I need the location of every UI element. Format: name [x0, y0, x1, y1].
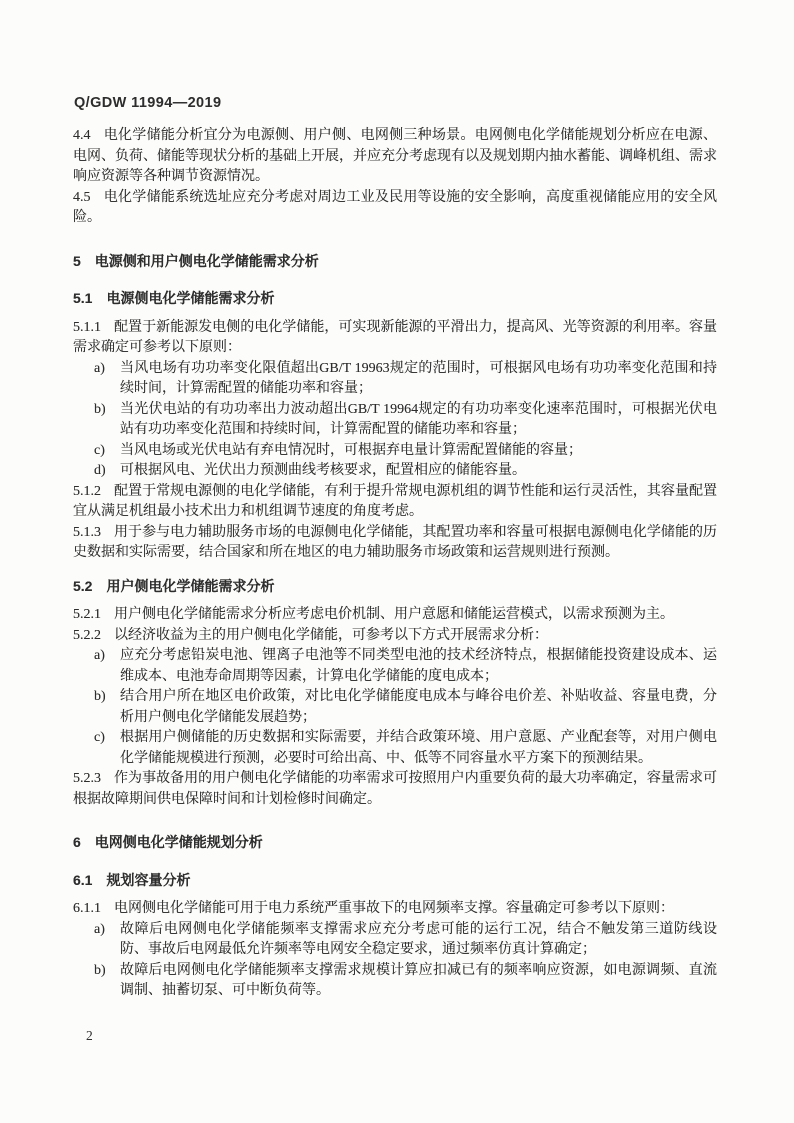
item-text: 可根据风电、光伏出力预测曲线考核要求，配置相应的储能容量。: [120, 463, 526, 478]
heading-text: 电源侧电化学储能需求分析: [106, 290, 275, 306]
clause: [73, 318, 717, 359]
clause: [73, 523, 717, 564]
item-text: 根据用户侧储能的历史数据和实际需要，并结合政策环境、用户意愿、产业配套等，对用户侧电化学储能规模进行预测，必要时可给出高、中、低等不同容量水平方案下的预测结果。: [120, 730, 717, 766]
chapter-heading: [73, 832, 717, 853]
clause-number: 4.4: [73, 128, 91, 143]
item-text: 当风电场有功功率变化限值超出GB/T 19963规定的范围时，可根据风电场有功功率变化范围和持续时间，计算需配置的储能功率和容量；: [120, 360, 717, 396]
clause: [73, 899, 717, 920]
clause: [73, 769, 717, 810]
clause-number: 5.2.1: [73, 607, 101, 622]
item-text: 当光伏电站的有功功率出力波动超出GB/T 19964规定的有功功率变化速率范围时，可根据光伏电站有功功率变化范围和持续时间，计算需配置的储能功率和容量；: [120, 401, 717, 437]
heading-text: 用户侧电化学储能需求分析: [106, 577, 275, 594]
clause-text: 电化学储能系统选址应充分考虑对周边工业及民用等设施的安全影响，高度重视储能应用的安全风险。: [73, 189, 717, 225]
clause-text: 以经济收益为主的用户侧电化学储能，可参考以下方式开展需求分析：: [114, 627, 548, 643]
item-label: b): [94, 401, 106, 417]
page-number: 2: [86, 1028, 93, 1043]
clause-text: 配置于新能源发电侧的电化学储能，可实现新能源的平滑出力，提高风、光等资源的利用率。容量需求确定可参考以下原则：: [73, 319, 717, 355]
clause-text: 用于参与电力辅助服务市场的电源侧电化学储能，其配置功率和容量可根据电源侧电化学储能的历史数据和实际需要，结合国家和所在地区的电力辅助服务市场政策和运营规则进行预测。: [73, 524, 717, 560]
item-label: c): [94, 442, 105, 458]
item-label: a): [94, 921, 105, 937]
clause-text: 用户侧电化学储能需求分析应考虑电价机制、用户意愿和储能运营模式，以需求预测为主。: [114, 607, 674, 622]
item-text: 故障后电网侧电化学储能频率支撑需求规模计算应扣减已有的频率响应资源，如电源调频、直流调制、抽蓄切泵、可中断负荷等。: [120, 962, 717, 998]
item-text: 当风电场或光伏电站有弃电情况时，可根据弃电量计算需配置储能的容量；: [120, 442, 582, 458]
document-body: [73, 126, 717, 1002]
heading-text: 规划容量分析: [106, 871, 191, 888]
list-item: [73, 961, 717, 1002]
standard-code: Q/GDW 11994—2019: [74, 95, 222, 111]
clause-number: 6.1.1: [73, 901, 101, 916]
clause-number: 5.1.3: [73, 524, 101, 540]
list-item: [73, 461, 717, 482]
chapter-heading: [73, 251, 717, 272]
item-label: d): [94, 463, 106, 478]
item-label: a): [94, 360, 105, 376]
item-label: b): [94, 689, 106, 704]
clause: [73, 188, 717, 229]
section-heading: [73, 576, 717, 597]
clause-number: 5.1.2: [73, 483, 101, 499]
heading-text: 电源侧和用户侧电化学储能需求分析: [94, 252, 319, 269]
item-text: 结合用户所在地区电价政策，对比电化学储能度电成本与峰谷电价差、补贴收益、容量电费，分析用户侧电化学储能发展趋势；: [120, 689, 717, 725]
heading-text: 电网侧电化学储能规划分析: [94, 834, 263, 850]
clause-text: 作为事故备用的用户侧电化学储能的功率需求可按照用户内重要负荷的最大功率确定，容量需求可根据故障期间供电保障时间和计划检修时间确定。: [73, 771, 717, 807]
list-item: [73, 359, 717, 400]
heading-number: 5.1: [73, 290, 93, 306]
heading-number: 6.1: [73, 871, 93, 888]
section-heading: [73, 870, 717, 891]
heading-number: 5.2: [73, 577, 93, 594]
clause: [73, 626, 717, 647]
item-label: c): [94, 730, 105, 745]
clause-text: 电网侧电化学储能可用于电力系统严重事故下的电网频率支撑。容量确定可参考以下原则：: [114, 901, 674, 916]
list-item: [73, 400, 717, 441]
item-label: b): [94, 962, 106, 978]
heading-number: 6: [73, 834, 81, 850]
list-item: [73, 920, 717, 961]
list-item: [73, 441, 717, 462]
list-item: [73, 728, 717, 769]
clause-number: 4.5: [73, 189, 91, 205]
heading-number: 5: [73, 252, 81, 269]
clause-number: 5.2.3: [73, 771, 101, 786]
item-label: a): [94, 648, 105, 663]
item-text: 应充分考虑铅炭电池、锂离子电池等不同类型电池的技术经济特点，根据储能投资建设成本、运维成本、电池寿命周期等因素，计算电化学储能的度电成本；: [120, 648, 717, 684]
clause: [73, 482, 717, 523]
clause-number: 5.1.1: [73, 319, 101, 335]
item-text: 故障后电网侧电化学储能频率支撑需求应充分考虑可能的运行工况，结合不触发第三道防线设防、事故后电网最低允许频率等电网安全稳定要求，通过频率仿真计算确定；: [120, 921, 717, 957]
clause-number: 5.2.2: [73, 627, 101, 643]
list-item: [73, 687, 717, 728]
clause-text: 配置于常规电源侧的电化学储能，有利于提升常规电源机组的调节性能和运行灵活性，其容量配置宜从满足机组最小技术出力和机组调节速度的角度考虑。: [73, 483, 717, 519]
clause: [73, 126, 717, 188]
list-item: [73, 646, 717, 687]
section-heading: [73, 288, 717, 309]
clause-text: 电化学储能分析宜分为电源侧、用户侧、电网侧三种场景。电网侧电化学储能规划分析应在电源、电网、负荷、储能等现状分析的基础上开展，并应充分考虑现有以及规划期内抽水蓄能、调峰机组、需求响应资源等各种调节资源情况。: [73, 128, 717, 184]
clause: [73, 605, 717, 626]
